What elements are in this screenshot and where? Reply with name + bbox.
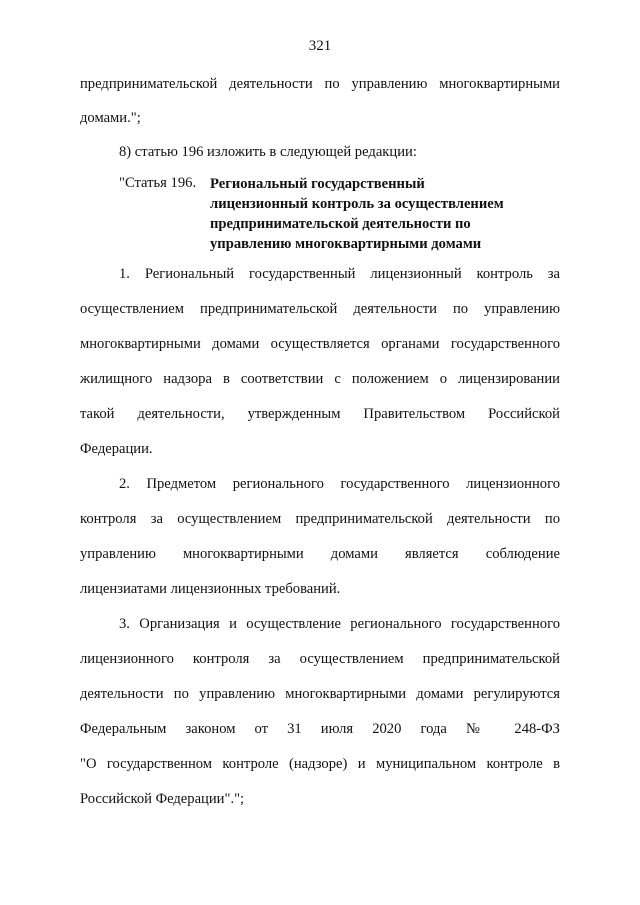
- text-line: контроля за осуществлением предпринимательской деятельности по: [80, 511, 560, 527]
- amendment-item: 8) статью 196 изложить в следующей редакции:: [119, 144, 417, 160]
- text-line: осуществлением предпринимательской деятельности по управлению: [80, 301, 560, 317]
- article-title-line: предпринимательской деятельности по: [210, 216, 471, 232]
- text-line: жилищного надзора в соответствии с положением о лицензировании: [80, 371, 560, 387]
- article-title-line: Региональный государственный: [210, 176, 425, 192]
- text-line: 1. Региональный государственный лицензионный контроль за: [119, 266, 560, 282]
- text-line: лицензиатами лицензионных требований.: [80, 581, 341, 597]
- text-line: домами.";: [80, 110, 141, 126]
- text-line: Федерации.: [80, 441, 153, 457]
- article-label: "Статья 196.: [119, 175, 197, 191]
- text-line: управлению многоквартирными домами является соблюдение: [80, 546, 560, 562]
- page-number: 321: [308, 38, 332, 54]
- article-title-line: лицензионный контроль за осуществлением: [210, 196, 504, 212]
- article-title-line: управлению многоквартирными домами: [210, 236, 482, 252]
- text-line: 3. Организация и осуществление регионального государственного: [119, 616, 560, 632]
- text-line: такой деятельности, утвержденным Правительством Российской: [80, 406, 560, 422]
- text-line: Федеральным законом от 31 июля 2020 года № 248-ФЗ: [80, 721, 560, 737]
- text-line: лицензионного контроля за осуществлением предпринимательской: [80, 651, 560, 667]
- text-line: предпринимательской деятельности по управлению многоквартирными: [80, 76, 560, 92]
- text-line: "О государственном контроле (надзоре) и муниципальном контроле в: [80, 756, 560, 772]
- article-title: [210, 174, 550, 254]
- text-line: многоквартирными домами осуществляется органами государственного: [80, 336, 560, 352]
- text-line: Российской Федерации".";: [80, 791, 245, 807]
- text-line: деятельности по управлению многоквартирными домами регулируются: [80, 686, 560, 702]
- text-line: 2. Предметом регионального государственного лицензионного: [119, 476, 560, 492]
